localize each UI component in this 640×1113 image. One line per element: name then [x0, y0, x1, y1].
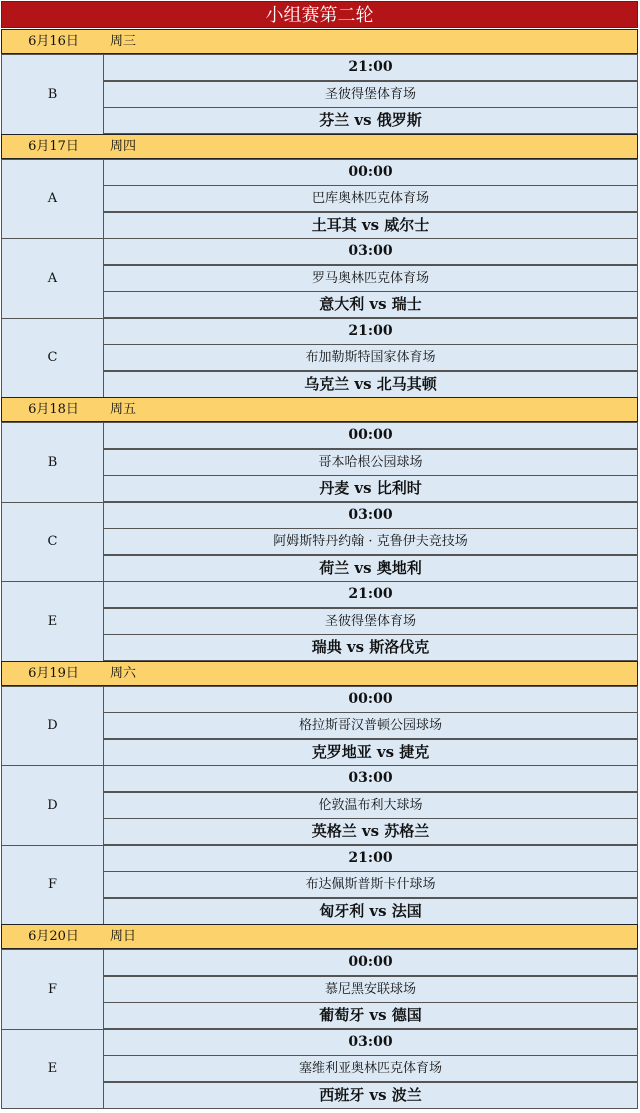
match-time: 03:00 — [103, 765, 638, 792]
day-weekday: 周日 — [110, 929, 137, 944]
match-venue: 格拉斯哥汉普顿公园球场 — [103, 712, 638, 739]
day-header — [1, 29, 638, 54]
match-teams: 葡萄牙 vs 德国 — [103, 1002, 638, 1029]
match-group: C — [1, 502, 104, 583]
match-time: 00:00 — [103, 159, 638, 186]
match-teams: 土耳其 vs 威尔士 — [103, 212, 638, 239]
match-teams: 荷兰 vs 奥地利 — [103, 555, 638, 582]
match-venue: 圣彼得堡体育场 — [103, 81, 638, 108]
match-venue: 伦敦温布利大球场 — [103, 792, 638, 819]
match-group: B — [1, 54, 104, 135]
day-date: 6月18日 — [28, 402, 79, 417]
match-venue: 塞维利亚奥林匹克体育场 — [103, 1055, 638, 1082]
match-time: 00:00 — [103, 949, 638, 976]
match-group: D — [1, 686, 104, 767]
match-venue: 哥本哈根公园球场 — [103, 449, 638, 476]
match-teams: 意大利 vs 瑞士 — [103, 291, 638, 318]
match-venue: 慕尼黑安联球场 — [103, 976, 638, 1003]
match-teams: 丹麦 vs 比利时 — [103, 475, 638, 502]
day-header — [1, 661, 638, 686]
match-teams: 克罗地亚 vs 捷克 — [103, 739, 638, 766]
match-time: 21:00 — [103, 845, 638, 872]
match-venue: 巴库奥林匹克体育场 — [103, 185, 638, 212]
match-time: 00:00 — [103, 422, 638, 449]
match-group: E — [1, 1029, 104, 1110]
match-teams: 芬兰 vs 俄罗斯 — [103, 107, 638, 134]
match-time: 21:00 — [103, 318, 638, 345]
day-weekday: 周三 — [110, 34, 137, 49]
day-header — [1, 924, 638, 949]
match-teams: 匈牙利 vs 法国 — [103, 898, 638, 925]
match-venue: 罗马奥林匹克体育场 — [103, 265, 638, 292]
match-teams: 英格兰 vs 苏格兰 — [103, 818, 638, 845]
match-group: A — [1, 238, 104, 319]
match-group: A — [1, 159, 104, 240]
match-group: B — [1, 422, 104, 503]
match-group: F — [1, 949, 104, 1030]
day-weekday: 周六 — [110, 665, 137, 681]
match-time: 03:00 — [103, 502, 638, 529]
match-group: F — [1, 845, 104, 926]
match-teams: 瑞典 vs 斯洛伐克 — [103, 634, 638, 661]
match-time: 03:00 — [103, 1029, 638, 1056]
match-time: 21:00 — [103, 54, 638, 81]
day-weekday: 周四 — [110, 138, 137, 154]
match-venue: 布加勒斯特国家体育场 — [103, 344, 638, 371]
match-time: 03:00 — [103, 238, 638, 265]
match-venue: 圣彼得堡体育场 — [103, 608, 638, 635]
table-title: 小组赛第二轮 — [1, 1, 638, 28]
day-date: 6月19日 — [28, 665, 79, 681]
match-group: E — [1, 581, 104, 662]
match-time: 21:00 — [103, 581, 638, 608]
match-venue: 布达佩斯普斯卡什球场 — [103, 871, 638, 898]
match-group: C — [1, 318, 104, 399]
match-venue: 阿姆斯特丹约翰 · 克鲁伊夫竞技场 — [103, 528, 638, 555]
match-teams: 西班牙 vs 波兰 — [103, 1082, 638, 1109]
match-group: D — [1, 765, 104, 846]
day-header — [1, 134, 638, 159]
day-header — [1, 397, 638, 422]
match-time: 00:00 — [103, 686, 638, 713]
match-teams: 乌克兰 vs 北马其顿 — [103, 371, 638, 398]
day-date: 6月16日 — [28, 34, 79, 49]
day-weekday: 周五 — [110, 402, 137, 417]
day-date: 6月20日 — [28, 929, 79, 944]
day-date: 6月17日 — [28, 138, 79, 154]
